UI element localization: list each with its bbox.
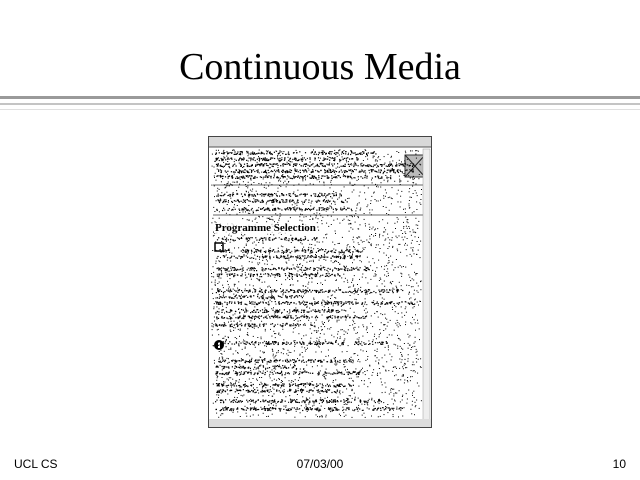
- footer-date: 07/03/00: [296, 457, 344, 471]
- section-heading: Programme Selection: [215, 222, 316, 234]
- title-divider: [0, 96, 640, 99]
- dithered-screenshot-image: [209, 137, 431, 427]
- slide-title: Continuous Media: [179, 46, 461, 88]
- footer-page-number: 10: [612, 457, 626, 471]
- title-divider: [0, 103, 640, 105]
- title-divider: [0, 109, 640, 110]
- embedded-web-screenshot: [208, 136, 432, 428]
- footer-organization: UCL CS: [14, 457, 58, 471]
